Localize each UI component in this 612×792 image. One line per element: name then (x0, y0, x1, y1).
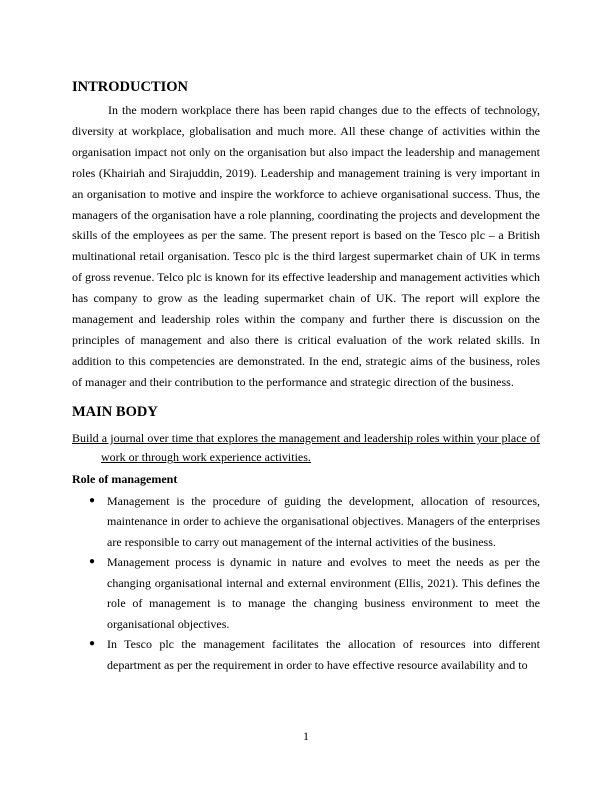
bullet-item (72, 491, 540, 553)
page-content (72, 78, 540, 675)
bullet-icon: ● (89, 494, 96, 506)
bullet-icon: ● (89, 638, 96, 650)
bullet-text: Management is the procedure of guiding the development, allocation of resources, maintenance in order to achieve the organisational objectives. Managers of the enterprises are responsible to carry out management of the internal activities of the business. (107, 493, 540, 549)
management-bullet-list (72, 491, 540, 676)
bullet-item (72, 634, 540, 675)
bullet-icon: ● (89, 556, 96, 568)
page-number: 1 (303, 729, 309, 743)
introduction-heading: INTRODUCTION (72, 79, 189, 95)
introduction-paragraph: In the modern workplace there has been rapid changes due to the effects of technology, diversity at workplace, globalisation and much more. All these change of activities within the organisation impact not only on the organisation but also impact the leadership and management roles (Khairiah and Sirajuddin, 2019). Leadership and management training is very important in an organisation to motive and inspire the workforce to achieve organisational success. Thus, the managers of the organisation have a role planning, coordinating the projects and development the skills of the employees as per the same. The present report is based on the Tesco plc – a British multinational retail organisation. Tesco plc is the third largest supermarket chain of UK in terms of gross revenue. Telco plc is known for its effective leadership and management activities which has company to grow as the leading supermarket chain of UK. The report will explore the management and leadership roles within the company and further there is discussion on the principles of management and also there is critical evaluation of the work related skills. In addition to this competencies are demonstrated. In the end, strategic aims of the business, roles of manager and their contribution to the performance and strategic direction of the business. (72, 103, 540, 389)
bullet-text: Management process is dynamic in nature and evolves to meet the needs as per the changing organisational internal and external environment (Ellis, 2021). This defines the role of management is to manage the changing business environment to meet the organisational objectives. (107, 555, 540, 631)
main-body-heading: MAIN BODY (72, 403, 158, 420)
role-of-management-subheading: Role of management (72, 471, 178, 486)
bullet-item (72, 552, 540, 634)
bullet-text: In Tesco plc the management facilitates the allocation of resources into different department as per the requirement in order to have effective resource availability and to (107, 637, 540, 672)
task-instruction: Build a journal over time that explores the management and leadership roles within your place of work or through work experience activities. (72, 430, 540, 465)
